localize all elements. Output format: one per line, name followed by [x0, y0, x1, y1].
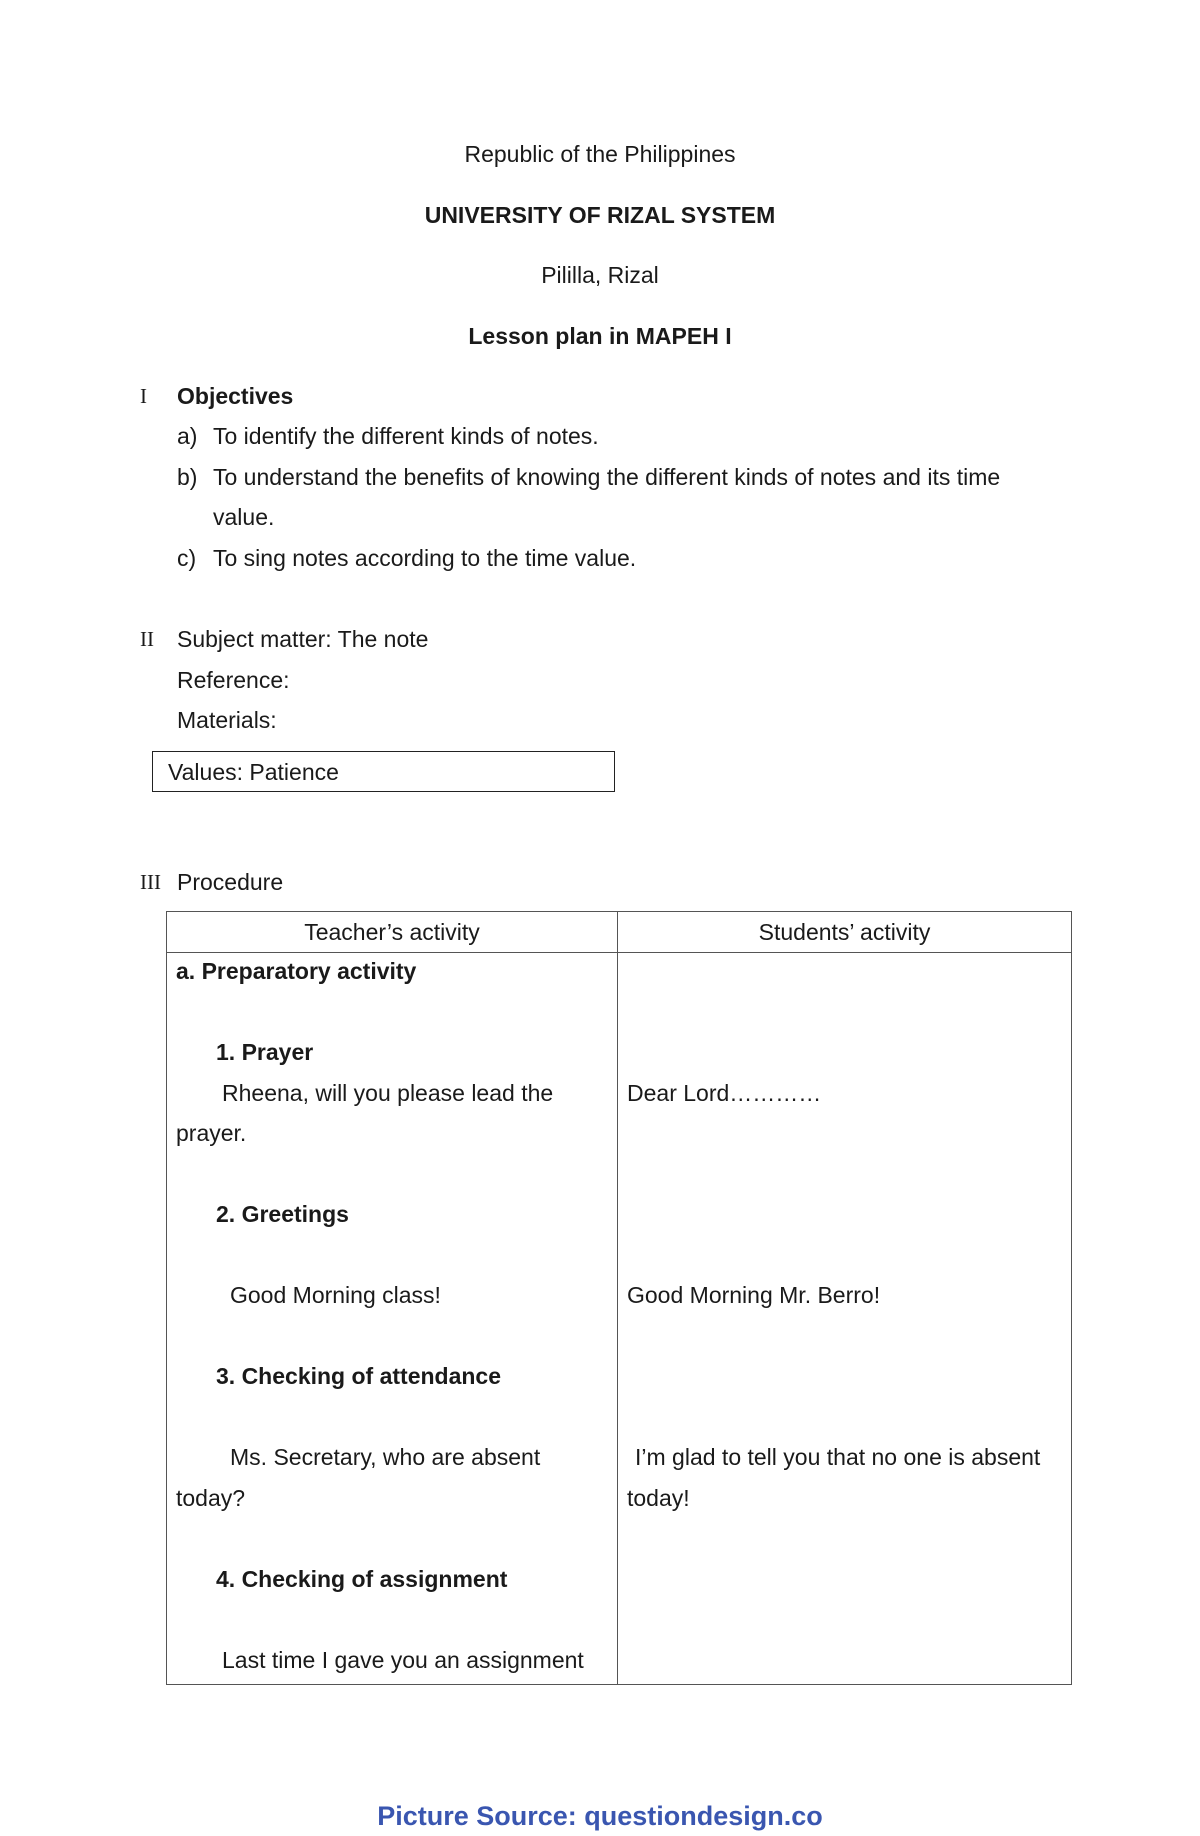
- values-text: Values: Patience: [168, 759, 339, 785]
- prayer-instruction-cont: prayer.: [176, 1120, 247, 1146]
- location-line: Pililla, Rizal: [541, 262, 659, 288]
- objectives-numeral: I: [140, 384, 147, 408]
- objective-a-marker: a): [177, 423, 198, 449]
- preparatory-activity-heading: a. Preparatory activity: [176, 958, 417, 984]
- values-box: [152, 751, 615, 792]
- teacher-activity-header: Teacher’s activity: [167, 912, 618, 953]
- university-name: UNIVERSITY OF RIZAL SYSTEM: [424, 202, 776, 228]
- table-header-row: [167, 912, 1072, 953]
- attendance-response: I’m glad to tell you that no one is absent: [635, 1444, 1041, 1470]
- greetings-heading: 2. Greetings: [216, 1201, 349, 1227]
- lesson-title: Lesson plan in MAPEH I: [468, 323, 732, 349]
- attendance-heading: 3. Checking of attendance: [216, 1363, 502, 1389]
- assignment-heading: 4. Checking of assignment: [216, 1566, 508, 1592]
- reference-label: Reference:: [177, 667, 290, 693]
- attendance-teacher-text-cont: today?: [176, 1485, 246, 1511]
- objective-c-text: To sing notes according to the time value.: [213, 545, 637, 571]
- objectives-heading: Objectives: [177, 383, 294, 409]
- greetings-teacher-text: Good Morning class!: [230, 1282, 441, 1308]
- objective-c-marker: c): [177, 545, 197, 571]
- attendance-response-cont: today!: [627, 1485, 690, 1511]
- subject-matter: Subject matter: The note: [177, 626, 429, 652]
- teacher-activity-cell: [167, 953, 618, 1685]
- objective-a-text: To identify the different kinds of notes.: [213, 423, 599, 449]
- objective-b-text-cont: value.: [213, 504, 275, 530]
- prayer-instruction: Rheena, will you please lead the: [222, 1080, 554, 1106]
- objective-b-marker: b): [177, 464, 198, 490]
- materials-label: Materials:: [177, 707, 277, 733]
- prayer-response: Dear Lord…………: [627, 1080, 822, 1106]
- procedure-heading: Procedure: [177, 869, 284, 895]
- picture-source-watermark: Picture Source: questiondesign.co: [377, 1801, 823, 1831]
- greetings-response: Good Morning Mr. Berro!: [627, 1282, 881, 1308]
- table-row: [167, 953, 1072, 1685]
- students-activity-cell: [618, 953, 1072, 1685]
- assignment-teacher-text: Last time I gave you an assignment: [222, 1647, 584, 1673]
- prayer-heading: 1. Prayer: [216, 1039, 314, 1065]
- procedure-table: [166, 911, 1072, 1685]
- republic-line: Republic of the Philippines: [464, 141, 736, 167]
- subject-numeral: II: [140, 627, 154, 651]
- students-activity-header: Students’ activity: [618, 912, 1072, 953]
- objective-b-text: To understand the benefits of knowing the different kinds of notes and its time: [213, 464, 1001, 490]
- procedure-numeral: III: [140, 870, 161, 894]
- attendance-teacher-text: Ms. Secretary, who are absent: [230, 1444, 541, 1470]
